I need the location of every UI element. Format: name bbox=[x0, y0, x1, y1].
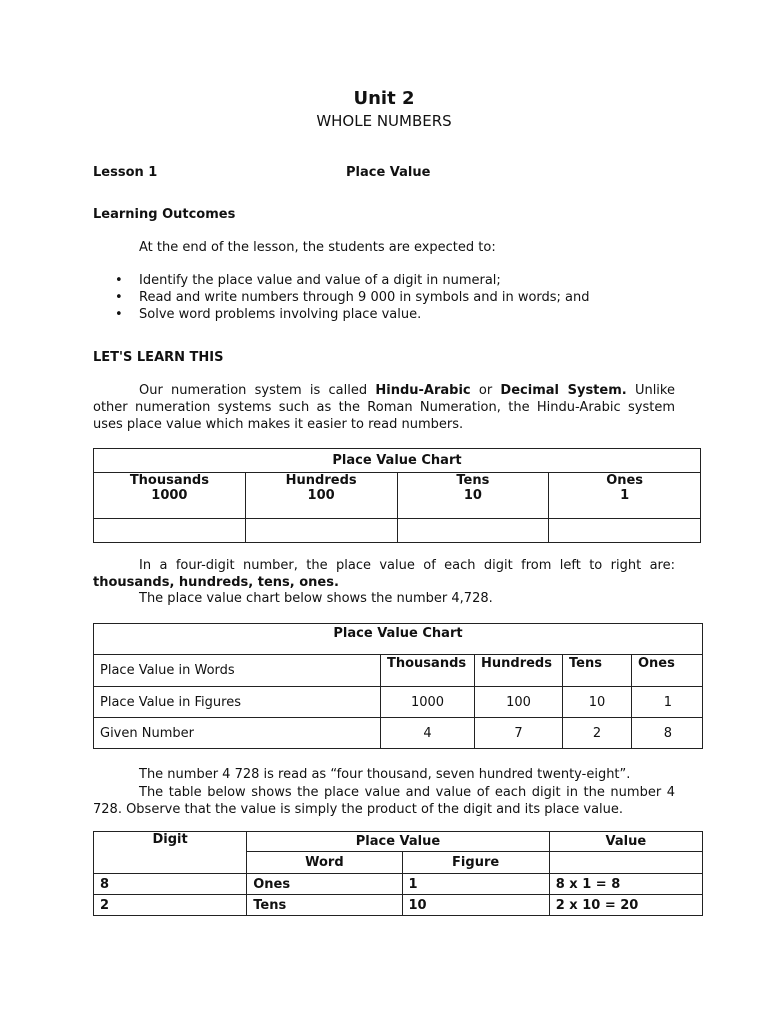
column-header: Value bbox=[549, 832, 702, 852]
learning-outcomes-heading: Learning Outcomes bbox=[93, 207, 236, 222]
table-cell: 7 bbox=[475, 718, 563, 749]
chart-column bbox=[245, 473, 397, 519]
paragraph-number-read: The number 4 728 is read as “four thousand, seven hundred twenty-eight”. bbox=[139, 767, 631, 782]
table-cell: 8 x 1 = 8 bbox=[549, 874, 702, 895]
column-value: 1000 bbox=[151, 488, 188, 503]
column-header: Figure bbox=[402, 852, 549, 874]
outcomes-list bbox=[93, 272, 699, 323]
table-row bbox=[94, 895, 703, 916]
paragraph-chart-intro: The place value chart below shows the number 4,728. bbox=[139, 591, 493, 606]
table-cell: 10 bbox=[402, 895, 549, 916]
column-value: 1 bbox=[620, 488, 630, 503]
text: Our numeration system is called bbox=[139, 383, 376, 398]
empty-cell bbox=[245, 519, 397, 543]
emphasis: thousands, hundreds, tens, ones. bbox=[93, 575, 339, 590]
column-header: Digit bbox=[94, 832, 247, 874]
chart-title: Place Value Chart bbox=[94, 624, 703, 655]
table-cell: 8 bbox=[632, 718, 703, 749]
column-name: Tens bbox=[456, 473, 490, 488]
empty-cell bbox=[94, 519, 246, 543]
lets-learn-heading: LET'S LEARN THIS bbox=[93, 350, 224, 365]
unit-subtitle: WHOLE NUMBERS bbox=[316, 112, 452, 130]
lesson-number: Lesson 1 bbox=[93, 165, 158, 180]
table-cell: Tens bbox=[247, 895, 402, 916]
column-header: Hundreds bbox=[475, 655, 563, 687]
chart-column bbox=[397, 473, 549, 519]
learning-outcomes-intro: At the end of the lesson, the students are expected to: bbox=[139, 240, 496, 255]
table-cell: 1 bbox=[632, 687, 703, 718]
column-name: Ones bbox=[606, 473, 644, 488]
empty-cell bbox=[397, 519, 549, 543]
paragraph-four-digit bbox=[93, 557, 675, 591]
column-name: Hundreds bbox=[285, 473, 357, 488]
row-label: Place Value in Words bbox=[94, 655, 381, 687]
chart-column bbox=[549, 473, 701, 519]
row-label: Given Number bbox=[94, 718, 381, 749]
table-cell: 2 x 10 = 20 bbox=[549, 895, 702, 916]
column-header: Word bbox=[247, 852, 402, 874]
list-item: • Read and write numbers through 9 000 in symbols and in words; and bbox=[139, 289, 699, 306]
table-cell: 8 bbox=[94, 874, 247, 895]
column-value: 10 bbox=[463, 488, 482, 503]
text: or bbox=[470, 383, 501, 398]
empty-cell bbox=[549, 852, 702, 874]
emphasis: Decimal System. bbox=[500, 383, 627, 398]
digit-value-table bbox=[93, 831, 703, 916]
empty-cell bbox=[549, 519, 701, 543]
list-item: • Solve word problems involving place value. bbox=[139, 306, 699, 323]
text: Unlike other numeration systems such as the Roman Numeration, the Hindu-Arabic system uses place value which makes it easier to read numbers. bbox=[93, 383, 675, 432]
table-cell: 1 bbox=[402, 874, 549, 895]
column-value: 100 bbox=[307, 488, 335, 503]
table-cell: 100 bbox=[475, 687, 563, 718]
unit-title: Unit 2 bbox=[353, 88, 415, 109]
table-cell: 2 bbox=[563, 718, 632, 749]
emphasis: Hindu-Arabic bbox=[375, 383, 471, 398]
column-header: Ones bbox=[632, 655, 703, 687]
paragraph-table-intro: The table below shows the place value and value of each digit in the number 4 728. Observe that the value is simply the product of the digit and its place value. bbox=[93, 785, 675, 817]
lesson-title: Place Value bbox=[346, 165, 431, 180]
column-header: Tens bbox=[563, 655, 632, 687]
table-cell: Ones bbox=[247, 874, 402, 895]
row-label: Place Value in Figures bbox=[94, 687, 381, 718]
place-value-chart-2 bbox=[93, 623, 703, 749]
table-cell: 4 bbox=[381, 718, 475, 749]
chart-column bbox=[94, 473, 246, 519]
table-cell: 10 bbox=[563, 687, 632, 718]
table-row bbox=[94, 874, 703, 895]
place-value-chart-1 bbox=[93, 448, 701, 543]
column-header: Thousands bbox=[381, 655, 475, 687]
column-header: Place Value bbox=[247, 832, 549, 852]
paragraph-numeration bbox=[93, 382, 675, 433]
list-item: • Identify the place value and value of a digit in numeral; bbox=[139, 272, 699, 289]
table-cell: 1000 bbox=[381, 687, 475, 718]
chart-title: Place Value Chart bbox=[94, 449, 701, 473]
text: In a four-digit number, the place value of each digit from left to right are: bbox=[139, 558, 675, 573]
table-cell: 2 bbox=[94, 895, 247, 916]
column-name: Thousands bbox=[129, 473, 209, 488]
